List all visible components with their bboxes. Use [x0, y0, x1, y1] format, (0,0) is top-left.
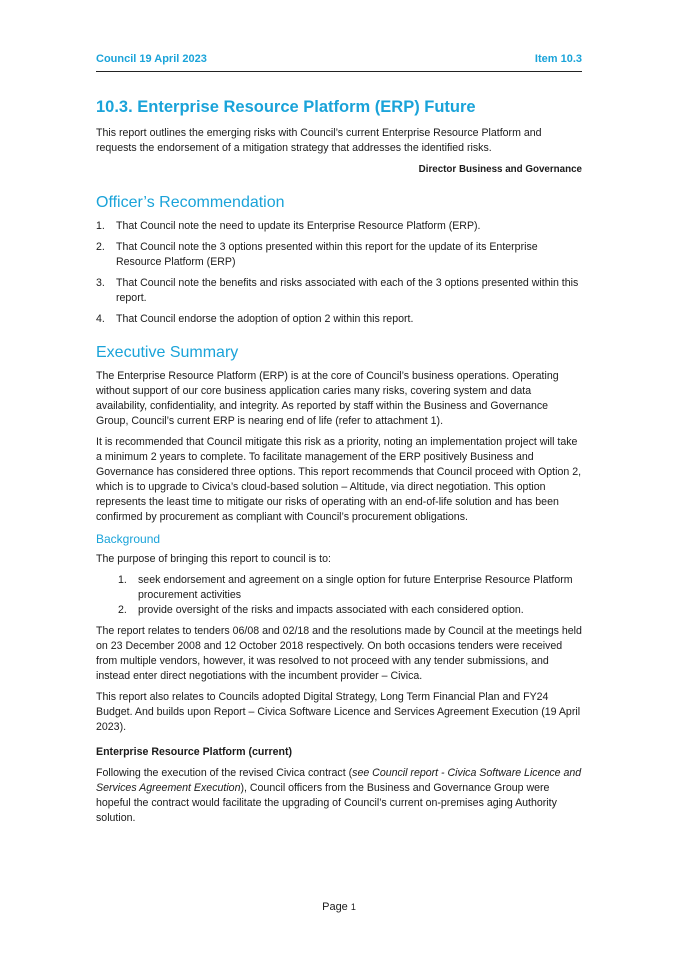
background-paragraph-1: The report relates to tenders 06/08 and 02/18 and the resolutions made by Council at the meetings held on 23 December 2008 and 12 October 2018 respectively. On both occasions tenders were received from multiple vendors, however, it was resolved to not proceed with any tender submissions, and instead enter direct negotiations with the incumbent provider – Civica. [96, 625, 582, 682]
summary-paragraph-2: It is recommended that Council mitigate this risk as a priority, noting an implementation project will take a minimum 2 years to complete. To facilitate management of the ERP positively Business and Governance has considered three options. This report recommends that Council proceed with Option 2, which is to upgrade to Civica’s cloud-based solution – Altitude, via direct negotiation. This option represents the least time to mitigate our risks of operating with an end-of-life solution and has been confirmed by procurement as compliant with Council’s procurement obligations. [96, 436, 582, 523]
purpose-list [96, 573, 582, 618]
list-text: That Council note the need to update its Enterprise Resource Platform (ERP). [116, 220, 481, 232]
recommendation-heading: Officer’s Recommendation [96, 194, 285, 211]
list-item [96, 603, 582, 618]
report-author: Director Business and Governance [418, 164, 582, 175]
background-heading: Background [96, 532, 161, 546]
recommendation-list [96, 219, 582, 327]
page-label: Page [322, 901, 348, 913]
page-content [96, 96, 582, 832]
page-header [96, 53, 582, 71]
list-text: That Council note the benefits and risks associated with each of the 3 options presented within this report. [116, 277, 579, 304]
list-text: provide oversight of the risks and impacts associated with each considered option. [138, 604, 524, 616]
report-title: 10.3. Enterprise Resource Platform (ERP) Future [96, 98, 476, 116]
header-item-number: Item 10.3 [534, 53, 582, 65]
list-number: 3. [96, 277, 105, 289]
list-item [96, 312, 582, 327]
list-number: 4. [96, 313, 105, 325]
erp-current-subheading: Enterprise Resource Platform (current) [96, 746, 293, 758]
header-meeting-date: Council 19 April 2023 [96, 53, 207, 65]
list-item [96, 240, 582, 270]
list-number: 1. [118, 574, 127, 586]
header-rule [96, 71, 582, 72]
list-text: That Council endorse the adoption of option 2 within this report. [116, 313, 414, 325]
p3-text-start: Following the execution of the revised Civica contract ( [96, 767, 353, 779]
summary-heading: Executive Summary [96, 344, 239, 361]
list-number: 2. [96, 241, 105, 253]
report-intro: This report outlines the emerging risks with Council’s current Enterprise Resource Platform and requests the endorsement of a mitigation strategy that addresses the identified risks. [96, 127, 542, 154]
list-item [96, 219, 582, 234]
page-footer [96, 901, 582, 913]
background-lead: The purpose of bringing this report to council is to: [96, 553, 331, 565]
page-number: 1 [350, 902, 356, 912]
background-paragraph-3 [96, 766, 582, 826]
list-number: 1. [96, 220, 105, 232]
list-text: That Council note the 3 options presented within this report for the update of its Enterprise Resource Platform (ERP) [116, 241, 538, 268]
list-text: seek endorsement and agreement on a single option for future Enterprise Resource Platform procurement activities [138, 574, 573, 601]
list-number: 2. [118, 604, 127, 616]
p3-italic-reference: see Council report - Civica Software Licence and Services Agreement Execution [96, 767, 582, 794]
background-paragraph-2: This report also relates to Councils adopted Digital Strategy, Long Term Financial Plan and FY24 Budget. And builds upon Report – Civica Software Licence and Services Agreement Execution (19 April 2023). [96, 691, 581, 733]
p3-text-end: ), Council officers from the Business and Governance Group were hopeful the contract would facilitate the upgrading of Council’s current on-premises aging Authority solution. [96, 782, 557, 824]
list-item [96, 573, 582, 603]
list-item [96, 276, 582, 306]
summary-paragraph-1: The Enterprise Resource Platform (ERP) is at the core of Council’s business operations. Operating without support of our core business application caries many risks, covering system and data availability, confidentiality, and integrity. As reported by staff within the Business and Governance Group, Council’s current ERP is nearing end of life (refer to attachment 1). [96, 370, 559, 427]
